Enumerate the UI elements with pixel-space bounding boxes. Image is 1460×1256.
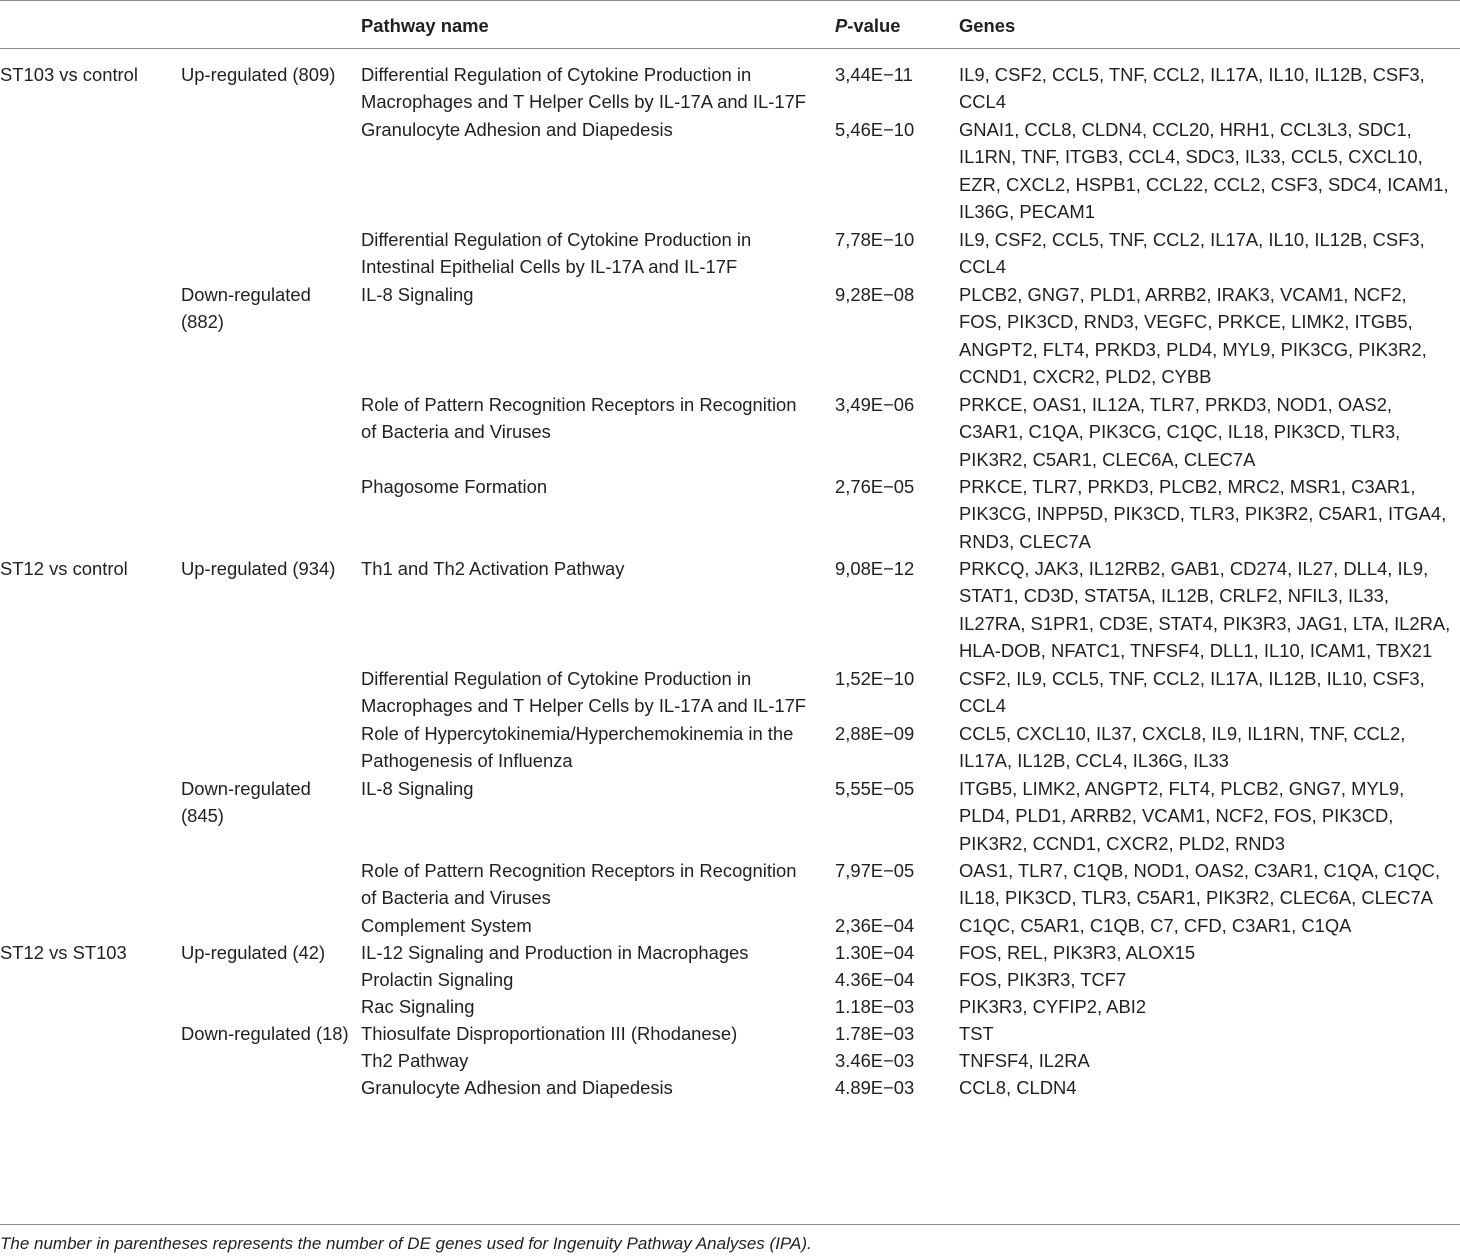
p-value-cell: 5,55E−05 [835,778,915,799]
comparison-cell: ST12 vs ST103 [0,942,127,963]
p-value-cell: 1.30E−04 [835,942,915,963]
p-value-cell: 2,36E−04 [835,915,915,936]
pathway-name-cell: Th2 Pathway [361,1050,469,1071]
pathway-name-cell: Complement System [361,915,532,936]
genes-cell: CSF2, IL9, CCL5, TNF, CCL2, IL17A, IL12B, IL10, CSF3, CCL4 [959,668,1425,717]
p-value-cell: 2,76E−05 [835,476,915,497]
p-value-cell: 3.46E−03 [835,1050,915,1071]
pathway-name-cell: Phagosome Formation [361,476,548,497]
header-p-value [835,12,900,39]
pathway-name-cell: Differential Regulation of Cytokine Production in Macrophages and T Helper Cells by IL-17A and IL-17F [361,64,807,113]
table-row [0,226,1460,281]
table-header [0,12,1460,40]
genes-cell: PRKCQ, JAK3, IL12RB2, GAB1, CD274, IL27, DLL4, IL9, STAT1, CD3D, STAT5A, IL12B, CRLF2, NFIL3, IL33, IL27RA, S1PR1, CD3E, STAT4, PIK3R3, JAG1, LTA, IL2RA, HLA-DOB, NFATC1, TNFSF4, DLL1, IL10, ICAM1, TBX21 [959,558,1451,662]
pathway-name-cell: Rac Signaling [361,996,475,1017]
regulation-cell: Down-regulated (18) [181,1023,349,1044]
pathway-name-cell: Role of Pattern Recognition Receptors in Recognition of Bacteria and Viruses [361,860,797,909]
p-value-cell: 3,49E−06 [835,394,915,415]
regulation-cell: Down-regulated (845) [181,778,311,827]
table-row [0,473,1460,555]
pathway-name-cell: Granulocyte Adhesion and Diapedesis [361,1077,673,1098]
genes-cell: CCL5, CXCL10, IL37, CXCL8, IL9, IL1RN, TNF, CCL2, IL17A, IL12B, CCL4, IL36G, IL33 [959,723,1406,772]
comparison-cell: ST103 vs control [0,64,138,85]
p-value-cell: 3,44E−11 [835,64,913,85]
genes-cell: OAS1, TLR7, C1QB, NOD1, OAS2, C3AR1, C1QA, C1QC, IL18, PIK3CD, TLR3, C5AR1, PIK3R2, CLEC6A, CLEC7A [959,860,1441,909]
table-row [0,665,1460,720]
genes-cell: TNFSF4, IL2RA [959,1050,1090,1071]
table-row [0,966,1460,993]
table-row [0,1020,1460,1047]
pathway-name-cell: Th1 and Th2 Activation Pathway [361,558,625,579]
header-pathway-name: Pathway name [361,15,489,36]
p-value-cell: 9,08E−12 [835,558,915,579]
p-value-cell: 1.18E−03 [835,996,915,1017]
table-row [0,857,1460,912]
table-body [0,61,1460,1101]
table-row [0,116,1460,226]
header-p-value-suffix: -value [847,15,901,36]
table-row [0,993,1460,1020]
p-value-cell: 7,97E−05 [835,860,915,881]
table-bottom-rule [0,1224,1460,1225]
genes-cell: PLCB2, GNG7, PLD1, ARRB2, IRAK3, VCAM1, NCF2, FOS, PIK3CD, RND3, VEGFC, PRKCE, LIMK2, ITGB5, ANGPT2, FLT4, PRKD3, PLD4, MYL9, PIK3CG, PIK3R2, CCND1, CXCR2, PLD2, CYBB [959,284,1427,388]
p-value-cell: 5,46E−10 [835,119,915,140]
header-genes: Genes [959,15,1016,36]
pathway-name-cell: Role of Pattern Recognition Receptors in Recognition of Bacteria and Viruses [361,394,797,443]
genes-cell: C1QC, C5AR1, C1QB, C7, CFD, C3AR1, C1QA [959,915,1352,936]
p-value-cell: 1.78E−03 [835,1023,915,1044]
table-row [0,1047,1460,1074]
table-row [0,912,1460,939]
pathway-name-cell: Differential Regulation of Cytokine Production in Intestinal Epithelial Cells by IL-17A and IL-17F [361,229,752,278]
table-row [0,939,1460,966]
table-footnote: The number in parentheses represents the number of DE genes used for Ingenuity Pathway Analyses (IPA). [0,1234,812,1253]
p-value-cell: 4.89E−03 [835,1077,915,1098]
table-row [0,720,1460,775]
genes-cell: FOS, REL, PIK3R3, ALOX15 [959,942,1196,963]
genes-cell: IL9, CSF2, CCL5, TNF, CCL2, IL17A, IL10, IL12B, CSF3, CCL4 [959,229,1425,278]
pathway-name-cell: Granulocyte Adhesion and Diapedesis [361,119,673,140]
table-row [0,391,1460,473]
pathway-name-cell: IL-8 Signaling [361,284,474,305]
p-value-cell: 4.36E−04 [835,969,915,990]
genes-cell: IL9, CSF2, CCL5, TNF, CCL2, IL17A, IL10, IL12B, CSF3, CCL4 [959,64,1425,113]
genes-cell: ITGB5, LIMK2, ANGPT2, FLT4, PLCB2, GNG7, MYL9, PLD4, PLD1, ARRB2, VCAM1, NCF2, FOS, PIK3CD, PIK3R2, CCND1, CXCR2, PLD2, RND3 [959,778,1405,854]
pathway-name-cell: Prolactin Signaling [361,969,514,990]
genes-cell: PRKCE, TLR7, PRKD3, PLCB2, MRC2, MSR1, C3AR1, PIK3CG, INPP5D, PIK3CD, TLR3, PIK3R2, C5AR1, ITGA4, RND3, CLEC7A [959,476,1447,552]
table-top-rule [0,0,1460,1]
genes-cell: GNAI1, CCL8, CLDN4, CCL20, HRH1, CCL3L3, SDC1, IL1RN, TNF, ITGB3, CCL4, SDC3, IL33, CCL5, CXCL10, EZR, CXCL2, HSPB1, CCL22, CCL2, CSF3, SDC4, ICAM1, IL36G, PECAM1 [959,119,1449,223]
genes-cell: CCL8, CLDN4 [959,1077,1077,1098]
genes-cell: TST [959,1023,994,1044]
table-row [0,1074,1460,1101]
pathway-name-cell: Differential Regulation of Cytokine Production in Macrophages and T Helper Cells by IL-17A and IL-17F [361,668,807,717]
regulation-cell: Up-regulated (42) [181,942,326,963]
regulation-cell: Up-regulated (809) [181,64,336,85]
pathway-name-cell: IL-12 Signaling and Production in Macrophages [361,942,749,963]
p-value-cell: 7,78E−10 [835,229,915,250]
table-row [0,775,1460,857]
pathway-name-cell: Thiosulfate Disproportionation III (Rhodanese) [361,1023,738,1044]
p-value-cell: 2,88E−09 [835,723,915,744]
regulation-cell: Down-regulated (882) [181,284,311,333]
pathway-name-cell: Role of Hypercytokinemia/Hyperchemokinemia in the Pathogenesis of Influenza [361,723,794,772]
p-value-cell: 1,52E−10 [835,668,915,689]
header-p-value-italic: P [835,15,848,36]
table-row [0,61,1460,116]
genes-cell: FOS, PIK3R3, TCF7 [959,969,1127,990]
regulation-cell: Up-regulated (934) [181,558,336,579]
header-rule [0,48,1460,49]
table-row [0,281,1460,391]
p-value-cell: 9,28E−08 [835,284,915,305]
pathway-name-cell: IL-8 Signaling [361,778,474,799]
table-row [0,555,1460,665]
comparison-cell: ST12 vs control [0,558,128,579]
genes-cell: PIK3R3, CYFIP2, ABI2 [959,996,1147,1017]
genes-cell: PRKCE, OAS1, IL12A, TLR7, PRKD3, NOD1, OAS2, C3AR1, C1QA, PIK3CG, C1QC, IL18, PIK3CD, TLR3, PIK3R2, C5AR1, CLEC6A, CLEC7A [959,394,1401,470]
